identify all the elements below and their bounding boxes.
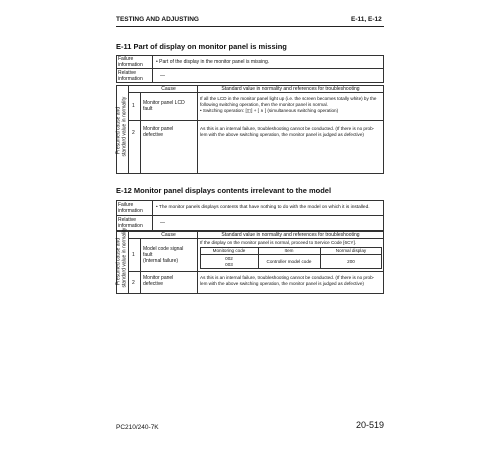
e12-col-standard: Standard value in normality and references for troubleshooting xyxy=(221,232,360,238)
e12-row1-num: 1 xyxy=(132,252,135,258)
e11-row2-cause: Monitor panel defective xyxy=(143,126,174,138)
e12-head-line xyxy=(128,238,384,239)
e12-sub-item: Controller model code xyxy=(266,259,312,264)
e12-cause-divider xyxy=(197,231,198,294)
e11-side-label-wrap xyxy=(96,96,148,157)
section-codes: E-11, E-12 xyxy=(351,16,382,23)
e12-relative-label: Relative information xyxy=(118,217,143,229)
e11-row-line xyxy=(128,120,384,121)
e11-col-cause: Cause xyxy=(161,86,176,92)
e12-row2-num: 2 xyxy=(132,280,135,286)
e11-failure-text: • Part of the display in the monitor panel is missing. xyxy=(156,59,270,65)
e11-side-label: Presumed cause and standard value in normality xyxy=(115,96,127,157)
e12-side-label: Presumed cause and standard value in normality xyxy=(115,227,127,288)
e12-row2-text: As this is an internal failure, troubleshooting cannot be conducted. (If there is no prob- lem with the above switching operation, the monitor panel is judged as defective) xyxy=(200,275,375,286)
e11-title: E-11 Part of display on monitor panel is missing xyxy=(116,42,287,51)
e11-col-standard: Standard value in normality and references for troubleshooting xyxy=(221,86,360,92)
e12-sub-head-normal: Normal display xyxy=(335,248,367,253)
section-header: TESTING AND ADJUSTING xyxy=(116,16,199,23)
footer-page-number: 20-519 xyxy=(356,420,385,430)
e11-cause-divider xyxy=(197,85,198,174)
e12-sub-code: 002 003 xyxy=(225,256,233,267)
e12-failure-text: • The monitor panels displays contents that have nothing to do with the model on which it is installed. xyxy=(156,205,370,210)
e12-row2-cause: Monitor panel defective xyxy=(143,275,174,287)
e12-sub-head-item: Item xyxy=(284,248,294,253)
e12-title: E-12 Monitor panel displays contents irrelevant to the model xyxy=(116,186,332,195)
e12-row1-intro: If the display on the monitor panel is normal, proceed to Service Code [6CY]. xyxy=(200,240,357,245)
e11-row2-text: As this is an internal failure, troubleshooting cannot be conducted. (If there is no prob- lem with the above switching operation, the monitor panel is judged as defective) xyxy=(200,126,375,137)
e11-row2-num: 2 xyxy=(132,130,135,136)
footer-model: PC210/240-7K xyxy=(116,424,159,431)
e11-row1-text: If all the LCD in the monitor panel light up (i.e. the screen becomes totally white) by the following switching operation, then the monitor panel is normal. • Switching operation: [◫] + [ ∧ ] (simultaneous switching operation) xyxy=(200,96,377,113)
header-divider xyxy=(116,26,384,27)
e11-row1-cause: Monitor panel LCD fault xyxy=(143,100,185,112)
e12-row1-cause: Model code signal fault (Internal failure) xyxy=(143,246,184,264)
e11-failure-label: Failure information xyxy=(118,56,143,68)
e12-failure-label: Failure information xyxy=(118,202,143,214)
e11-relative-row xyxy=(116,68,384,83)
e12-side-label-wrap xyxy=(96,227,148,288)
e11-row1-num: 1 xyxy=(132,103,135,109)
e12-row-line xyxy=(128,271,384,272)
e12-col-cause: Cause xyxy=(161,232,176,238)
e11-head-line xyxy=(128,92,384,93)
e12-relative-text: — xyxy=(160,220,165,226)
e12-relative-row xyxy=(116,215,384,231)
e12-sub-value: 200 xyxy=(347,259,355,264)
e12-sub-head-code: Monitoring code xyxy=(212,248,246,253)
e11-relative-text: — xyxy=(160,73,165,79)
e11-relative-label: Relative information xyxy=(118,70,143,82)
e12-sub-head-line xyxy=(200,254,382,255)
